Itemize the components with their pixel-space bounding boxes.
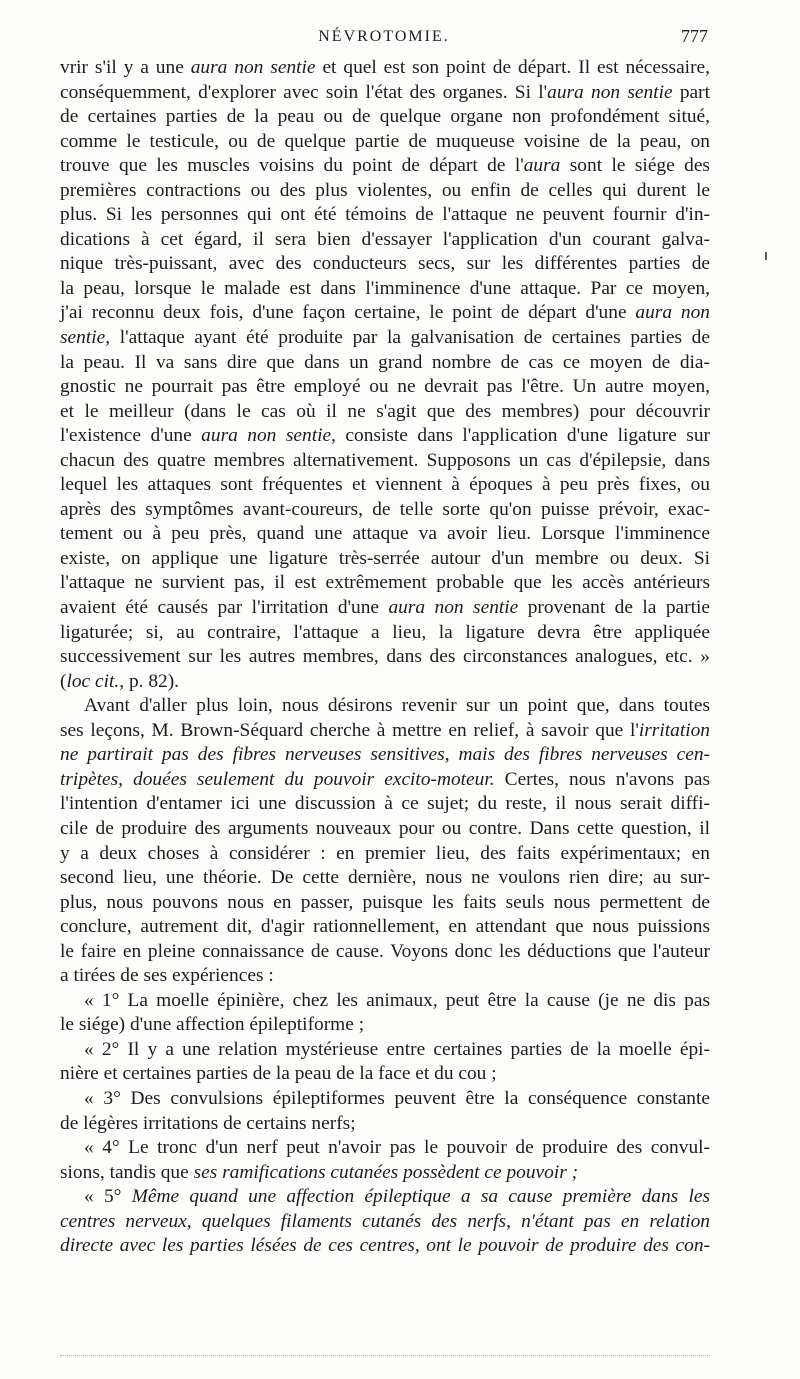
text-line: [60, 817, 710, 842]
text-segment: ligaturée; si, au contraire, l'attaque a lieu, la ligature devra être appliquée: [60, 621, 710, 643]
text-line: [60, 719, 710, 744]
text-line: [60, 645, 710, 670]
text-line: [60, 449, 710, 474]
text-segment: vrir s'il y a une: [60, 57, 191, 78]
text-line: [60, 670, 710, 695]
text-segment: plus. Si les personnes qui ont été témoins de l'attaque ne peuvent fournir d'in-: [60, 204, 710, 226]
text-line: [60, 1013, 710, 1038]
text-segment: premières contractions ou des plus violentes, ou enfin de celles qui durent le: [60, 179, 710, 201]
text-line: [60, 964, 710, 989]
text-segment: Certes, nous n'avons pas: [494, 768, 711, 790]
text-line: [60, 915, 710, 940]
text-line: [60, 940, 710, 965]
text-line: [60, 1161, 710, 1186]
text-segment: la peau. Il va sans dire que dans un grand nombre de cas ce moyen de dia-: [60, 351, 710, 373]
text-segment: Avant d'aller plus loin, nous désirons revenir sur un point que, dans toutes: [84, 695, 710, 717]
italic-text: centres nerveux, quelques filaments cutanés des nerfs: [60, 1210, 507, 1232]
text-segment: de légères irritations de certains nerfs;: [60, 1112, 356, 1134]
text-segment: , consiste dans l'application d'une ligature sur: [331, 425, 710, 447]
text-segment: sont le siége des: [560, 155, 710, 177]
bottom-edge-noise: [60, 1355, 710, 1358]
text-line: [60, 1185, 710, 1210]
italic-text: aura non sentie: [190, 57, 316, 78]
italic-text: sentie: [60, 327, 106, 349]
text-segment: j'ai reconnu deux fois, d'une façon certaine, le point de départ d'une: [60, 302, 636, 324]
text-line: [60, 694, 710, 719]
text-segment: la peau, lorsque le malade est dans l'imminence d'une attaque. Par ce moyen,: [60, 277, 710, 299]
text-segment: nière et certaines parties de la peau de la face et du cou ;: [60, 1063, 497, 1085]
text-segment: « 4° Le tronc d'un nerf peut n'avoir pas le pouvoir de produire des convul-: [84, 1137, 710, 1159]
text-line: [60, 1062, 710, 1087]
text-line: [60, 252, 710, 277]
text-segment: le siége) d'une affection épileptiforme ;: [60, 1014, 365, 1036]
page-header: [60, 26, 708, 50]
text-segment: avaient été causés par l'irritation d'une: [60, 597, 389, 619]
text-segment: plus, nous pouvons nous en passer, puisque les faits seuls nous permettent de: [60, 891, 710, 913]
text-segment: lequel les attaques sont fréquentes et viennent à époques à peu près fixes, ou: [60, 474, 710, 496]
body-text: [60, 56, 710, 1259]
italic-text: loc cit.: [66, 670, 120, 692]
italic-text: tripètes, douées seulement du pouvoir excito-moteur.: [60, 768, 495, 790]
text-line: [60, 277, 710, 302]
text-segment: sions, tandis que: [60, 1161, 194, 1183]
text-segment: ,: [506, 1210, 522, 1232]
page-number: 777: [681, 26, 708, 46]
text-line: [60, 301, 710, 326]
text-segment: et le meilleur (dans le cas où il ne s'agit que des membres) pour découvrir: [60, 400, 710, 422]
text-segment: conséquemment, d'explorer avec soin l'état des organes. Si l': [60, 81, 548, 103]
text-segment: l'intention d'entamer ici une discussion à ce sujet; du reste, il nous serait diffi-: [60, 793, 710, 815]
text-line: [60, 179, 710, 204]
text-line: [60, 1234, 710, 1259]
italic-text: aura non sentie: [388, 597, 519, 619]
text-segment: conclure, autrement dit, d'agir rationnellement, en attendant que nous puissions: [60, 916, 710, 938]
text-segment: chacun des quatre membres alternativement. Supposons un cas d'épilepsie, dans: [60, 449, 710, 471]
text-line: [60, 1112, 710, 1137]
italic-text: ne partirait pas des fibres nerveuses sensitives, mais des fibres nerveuses cen-: [60, 744, 710, 766]
italic-text: aura non sentie: [547, 81, 673, 103]
text-line: [60, 842, 710, 867]
text-segment: « 3° Des convulsions épileptiformes peuvent être la conséquence constante: [84, 1087, 710, 1109]
text-line: [60, 891, 710, 916]
text-line: [60, 203, 710, 228]
text-segment: tement ou à peu près, quand une attaque va avoir lieu. Lorsque l'imminence: [60, 523, 710, 545]
text-line: [60, 596, 710, 621]
text-line: [60, 866, 710, 891]
text-segment: « 5°: [84, 1186, 132, 1208]
text-segment: provenant de la partie: [518, 597, 710, 619]
text-segment: part: [672, 81, 710, 103]
text-line: [60, 473, 710, 498]
text-line: [60, 1087, 710, 1112]
text-segment: le faire en pleine connaissance de cause. Voyons donc les déductions que l'auteur: [60, 940, 710, 962]
text-line: [60, 400, 710, 425]
text-line: [60, 498, 710, 523]
text-line: [60, 228, 710, 253]
text-segment: après des symptômes avant-coureurs, de telle sorte qu'on puisse prévoir, exac-: [60, 498, 710, 520]
text-segment: second lieu, une théorie. De cette dernière, nous ne voulons rien dire; au sur-: [60, 867, 710, 889]
text-segment: successivement sur les autres membres, dans des circonstances analogues, etc. »: [60, 646, 710, 668]
text-segment: l'existence d'une: [60, 425, 202, 447]
text-line: [60, 154, 710, 179]
text-segment: l'attaque ne survient pas, il est extrêmement probable que les accès antérieurs: [60, 572, 710, 594]
italic-text: n'étant pas en relation: [521, 1210, 710, 1232]
text-line: [60, 522, 710, 547]
italic-text: aura non: [635, 302, 710, 324]
running-title: NÉVROTOMIE.: [318, 28, 450, 45]
text-line: [60, 56, 710, 81]
text-line: [60, 547, 710, 572]
text-line: [60, 571, 710, 596]
text-segment: ses leçons, M. Brown-Séquard cherche à mettre en relief, à savoir que l': [60, 719, 639, 741]
italic-text: aura: [523, 155, 561, 177]
text-segment: comme le testicule, ou de quelque partie de muqueuse voisine de la peau, on: [60, 130, 710, 152]
text-segment: « 2° Il y a une relation mystérieuse entre certaines parties de la moelle épi-: [84, 1038, 710, 1060]
text-segment: trouve que les muscles voisins du point de départ de l': [60, 155, 524, 177]
text-line: [60, 351, 710, 376]
text-line: [60, 621, 710, 646]
text-segment: cile de produire des arguments nouveaux pour ou contre. Dans cette question, il: [60, 817, 710, 839]
text-line: [60, 105, 710, 130]
italic-text: aura non sentie: [201, 425, 332, 447]
text-segment: a tirées de ses expériences :: [60, 965, 274, 987]
text-segment: (: [60, 670, 67, 692]
text-line: [60, 1136, 710, 1161]
text-segment: existe, on applique une ligature très-serrée autour d'un membre ou deux. Si: [60, 547, 710, 569]
italic-text: ses ramifications cutanées possèdent ce pouvoir ;: [193, 1161, 579, 1183]
text-line: [60, 326, 710, 351]
text-segment: , l'attaque ayant été produite par la galvanisation de certaines parties de: [105, 327, 710, 349]
italic-text: Même quand une affection épileptique a sa cause première dans les: [131, 1186, 711, 1208]
text-segment: , p. 82).: [119, 670, 180, 692]
text-segment: y a deux choses à considérer : en premier lieu, des faits expérimentaux; en: [60, 842, 710, 864]
text-line: [60, 1038, 710, 1063]
text-line: [60, 792, 710, 817]
text-line: [60, 375, 710, 400]
text-segment: de certaines parties de la peau ou de quelque organe non profondément situé,: [60, 106, 710, 128]
margin-mark: [765, 252, 767, 260]
text-line: [60, 743, 710, 768]
text-line: [60, 989, 710, 1014]
text-line: [60, 130, 710, 155]
text-line: [60, 424, 710, 449]
text-segment: « 1° La moelle épinière, chez les animaux, peut être la cause (je ne dis pas: [84, 989, 710, 1011]
text-line: [60, 81, 710, 106]
text-segment: gnostic ne pourrait pas être employé ou ne devrait pas l'être. Un autre moyen,: [60, 376, 710, 398]
italic-text: irritation: [638, 719, 710, 741]
text-segment: nique très-puissant, avec des conducteurs secs, sur les différentes parties de: [60, 253, 710, 275]
text-segment: et quel est son point de départ. Il est nécessaire,: [315, 57, 710, 78]
text-line: [60, 1210, 710, 1235]
text-line: [60, 768, 710, 793]
text-segment: dications à cet égard, il sera bien d'essayer l'application d'un courant galva-: [60, 228, 710, 250]
italic-text: directe avec les parties lésées de ces centres, ont le pouvoir de produire des con-: [60, 1235, 710, 1257]
